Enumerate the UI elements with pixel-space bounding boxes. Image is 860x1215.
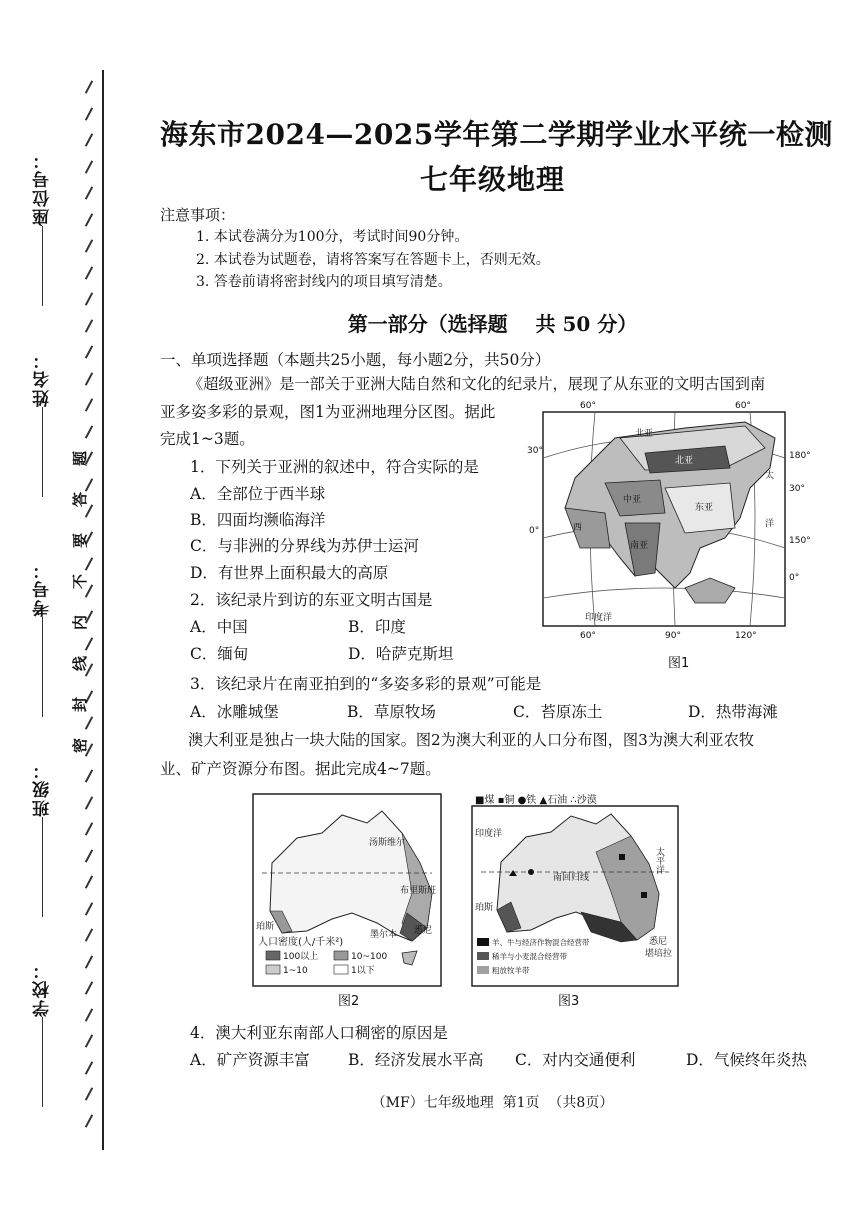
fig1-label: 东亚 xyxy=(695,503,714,513)
q1-option-a[interactable]: A．全部位于西半球 xyxy=(190,485,326,503)
name-label: 姓名： xyxy=(33,350,53,407)
fig1-label: 0° xyxy=(789,573,800,583)
seal-slash xyxy=(85,266,93,279)
figure-1-asia-map xyxy=(525,398,815,654)
fig1-label: 30° xyxy=(527,446,543,456)
q4-option-a[interactable]: A．矿产资源丰富 xyxy=(190,1051,310,1069)
fig1-label: 中亚 xyxy=(623,495,642,505)
question-3-stem: 3．该纪录片在南亚拍到的“多姿多彩的景观”可能是 xyxy=(190,675,542,693)
fig2-legend-title: 人口密度(人/千米²) xyxy=(258,937,344,948)
part-title: 第一部分（选择题 共 50 分） xyxy=(347,312,638,336)
seal-slash xyxy=(85,425,93,438)
seal-slash xyxy=(85,849,93,862)
figure-3-agriculture-map xyxy=(471,792,679,987)
seal-slash xyxy=(85,186,93,199)
fig3-legend-top: ■煤 ▪铜 ●铁 ▲石油 ∴沙漠 xyxy=(475,795,597,806)
q2-option-b[interactable]: B．印度 xyxy=(348,618,406,636)
fig1-label: 30° xyxy=(789,484,805,494)
fig1-label: 180° xyxy=(789,451,811,461)
fig1-label: 北亚 xyxy=(675,456,694,466)
seal-char: 内 xyxy=(71,614,90,631)
seal-margin xyxy=(0,0,118,1215)
seal-slash xyxy=(85,1061,93,1074)
fig1-label: 90° xyxy=(665,631,681,641)
fig1-label: 60° xyxy=(580,401,596,411)
seal-char: 密 xyxy=(71,737,90,754)
seal-slash xyxy=(85,345,93,358)
q2-option-c[interactable]: C．缅甸 xyxy=(190,645,249,663)
q2-option-d[interactable]: D．哈萨克斯坦 xyxy=(348,645,454,663)
seal-slash xyxy=(85,796,93,809)
fig1-label: 60° xyxy=(735,401,751,411)
intro-paragraph-1: 《超级亚洲》是一部关于亚洲大陆自然和文化的纪录片，展现了从东亚的文明古国到南 xyxy=(188,375,766,393)
figure-1-caption: 图1 xyxy=(668,656,690,671)
fig2-city: 布里斯班 xyxy=(400,886,437,896)
fig2-city: 珀斯 xyxy=(256,922,275,932)
fig3-label: 太平洋 xyxy=(654,847,664,874)
question-4-stem: 4．澳大利亚东南部人口稠密的原因是 xyxy=(190,1024,448,1042)
seal-slash xyxy=(85,1114,93,1127)
fig1-label: 印度洋 xyxy=(585,613,613,623)
q2-option-a[interactable]: A．中国 xyxy=(190,618,248,636)
exam-number-line xyxy=(42,617,44,717)
seal-slash xyxy=(85,239,93,252)
q3-option-d[interactable]: D．热带海滩 xyxy=(688,703,778,721)
notice-heading: 注意事项： xyxy=(160,206,236,224)
seal-slash xyxy=(85,292,93,305)
fig1-label: 60° xyxy=(580,631,596,641)
fig1-label: 0° xyxy=(529,526,540,536)
seal-slash xyxy=(85,1008,93,1021)
notice-item: 3. 答卷前请将密封线内的项目填写清楚。 xyxy=(196,274,452,290)
fig3-label: 悉尼 xyxy=(649,937,668,947)
question-2-stem: 2．该纪录片到访的东亚文明古国是 xyxy=(190,591,433,609)
q1-option-b[interactable]: B．四面均濒临海洋 xyxy=(190,511,326,529)
seal-slash xyxy=(85,80,93,93)
seal-char: 不 xyxy=(71,573,90,590)
seal-slash xyxy=(85,398,93,411)
seal-char: 封 xyxy=(71,696,90,713)
seal-slash xyxy=(85,822,93,835)
seal-warning-text xyxy=(71,448,90,756)
figure-2-population-map xyxy=(252,793,442,987)
fig3-label: 堪培拉 xyxy=(645,949,673,959)
fig2-legend-item: 10~100 xyxy=(351,952,388,962)
seal-slash xyxy=(85,769,93,782)
fig1-label: 150° xyxy=(789,536,811,546)
fig2-legend-item: 1以下 xyxy=(351,966,375,976)
exam-number-label: 考号： xyxy=(33,560,53,617)
exam-number-field[interactable] xyxy=(30,560,55,717)
q3-option-a[interactable]: A．冰雕城堡 xyxy=(190,703,279,721)
fig1-label: 西 xyxy=(573,523,583,533)
seal-slash xyxy=(85,372,93,385)
seal-slash xyxy=(85,1087,93,1100)
fig1-label: 南亚 xyxy=(630,541,649,551)
q1-option-d[interactable]: D．有世界上面积最大的高原 xyxy=(190,564,389,582)
class-line xyxy=(42,817,44,917)
exam-title: 海东市2024—2025学年第二学期学业水平统一检测 xyxy=(160,118,833,151)
seal-slash xyxy=(85,160,93,173)
fig3-legend-item: 羊、牛与经济作物混合经营带 xyxy=(492,938,590,947)
seal-char: 题 xyxy=(71,450,90,467)
fig1-label: 北亚 xyxy=(635,429,654,439)
fig3-legend-item: 粗放牧羊带 xyxy=(492,966,530,975)
seal-line xyxy=(102,70,104,1150)
notice-item: 1. 本试卷满分为100分，考试时间90分钟。 xyxy=(196,229,469,245)
q4-option-d[interactable]: D．气候终年炎热 xyxy=(686,1051,807,1069)
seal-slash xyxy=(85,107,93,120)
fig2-legend-item: 1~10 xyxy=(283,966,308,976)
fig3-legend-item: 稀羊与小麦混合经营带 xyxy=(492,952,567,961)
q3-option-c[interactable]: C．苔原冻土 xyxy=(513,703,603,721)
page-footer: （MF）七年级地理 第1页 （共8页） xyxy=(371,1095,614,1111)
q3-option-b[interactable]: B．草原牧场 xyxy=(347,703,436,721)
seat-number-field[interactable] xyxy=(30,150,55,306)
fig2-city: 汤斯维尔 xyxy=(369,838,406,848)
fig1-label: 太 xyxy=(765,471,775,481)
seal-char: 答 xyxy=(71,491,90,508)
name-line xyxy=(42,407,44,497)
fig1-label: 120° xyxy=(735,631,757,641)
fig2-city: 悉尼 xyxy=(414,926,433,936)
fig3-label: 珀斯 xyxy=(475,903,494,913)
intro-paragraph-2b: 业、矿产资源分布图。据此完成4~7题。 xyxy=(160,760,441,778)
fig2-legend-item: 100以上 xyxy=(283,952,319,962)
school-field[interactable] xyxy=(30,960,55,1107)
seal-slash xyxy=(85,981,93,994)
question-1-stem: 1．下列关于亚洲的叙述中，符合实际的是 xyxy=(190,458,479,476)
class-label: 班级： xyxy=(33,760,53,817)
figure-3-caption: 图3 xyxy=(558,994,580,1009)
notice-list xyxy=(196,226,550,294)
seal-char: 线 xyxy=(71,655,90,672)
fig2-city: 墨尔本 xyxy=(370,930,398,940)
figure-2-caption: 图2 xyxy=(338,994,360,1009)
seal-slash xyxy=(85,319,93,332)
seal-slash xyxy=(85,133,93,146)
seal-char: 要 xyxy=(71,532,90,549)
q1-option-c[interactable]: C．与非洲的分界线为苏伊士运河 xyxy=(190,537,419,555)
school-label: 学校： xyxy=(33,960,53,1017)
intro-paragraph-2: 澳大利亚是独占一块大陆的国家。图2为澳大利亚的人口分布图，图3为澳大利亚农牧 xyxy=(188,731,755,749)
class-field[interactable] xyxy=(30,760,55,917)
seat-number-line xyxy=(42,226,44,306)
seal-slash xyxy=(85,875,93,888)
notice-item: 2. 本试卷为试题卷，请将答案写在答题卡上，否则无效。 xyxy=(196,251,550,268)
seal-slash xyxy=(85,213,93,226)
seal-slash xyxy=(85,928,93,941)
seat-number-label: 座位号： xyxy=(33,150,53,226)
section-heading: 一、单项选择题（本题共25小题，每小题2分，共50分） xyxy=(160,351,551,369)
exam-subtitle: 七年级地理 xyxy=(419,163,565,196)
fig3-label: 印度洋 xyxy=(475,829,503,839)
school-line xyxy=(42,1017,44,1107)
fig1-label: 洋 xyxy=(765,519,775,529)
fig3-label: 南回归线 xyxy=(553,873,590,883)
seal-slash xyxy=(85,955,93,968)
q4-option-c[interactable]: C．对内交通便利 xyxy=(515,1051,636,1069)
seal-slash xyxy=(85,902,93,915)
intro-paragraph-1b: 亚多姿多彩的景观，图1为亚洲地理分区图。据此 xyxy=(160,403,496,421)
name-field[interactable] xyxy=(30,350,55,497)
q4-option-b[interactable]: B．经济发展水平高 xyxy=(348,1051,484,1069)
intro-paragraph-1c: 完成1~3题。 xyxy=(160,430,255,448)
seal-slash xyxy=(85,1034,93,1047)
